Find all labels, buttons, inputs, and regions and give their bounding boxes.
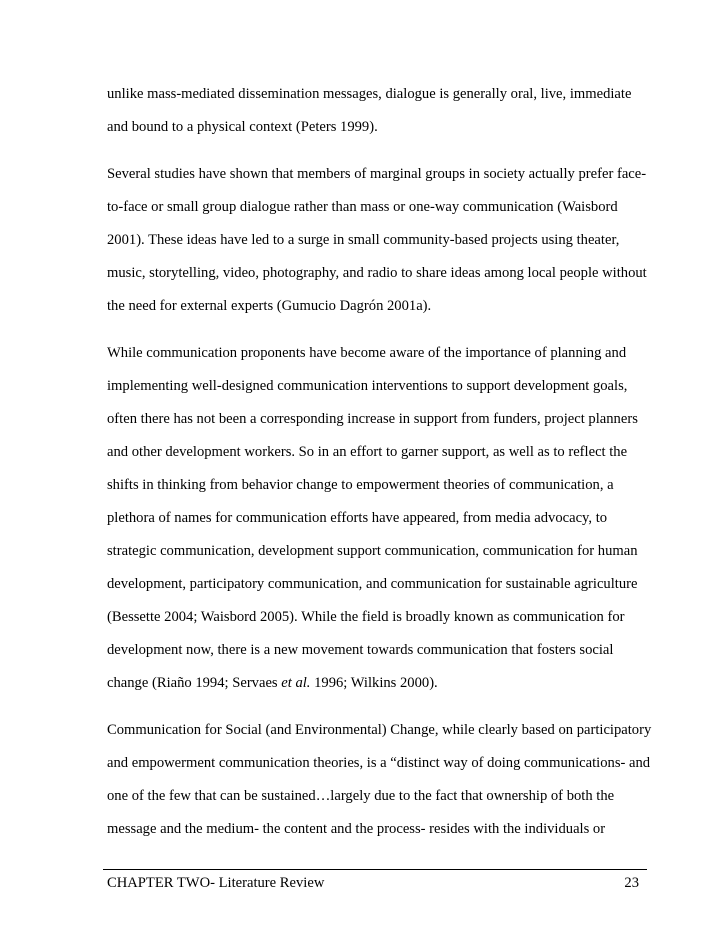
text-line: music, storytelling, video, photography, and radio to share ideas among local people without — [107, 265, 647, 281]
text-line: often there has not been a corresponding increase in support from funders, project planners — [107, 411, 638, 427]
text-line: 2001). These ideas have led to a surge in small community-based projects using theater, — [107, 232, 620, 248]
text-run: change (Riaño 1994; Servaes — [107, 675, 282, 691]
page-number: 23 — [624, 875, 639, 891]
footer-chapter-title: CHAPTER TWO- Literature Review — [107, 875, 325, 891]
text-line: strategic communication, development support communication, communication for human — [107, 543, 638, 559]
text-line: one of the few that can be sustained…largely due to the fact that ownership of both the — [107, 788, 615, 804]
text-line: While communication proponents have become aware of the importance of planning and — [107, 345, 627, 361]
text-line: implementing well-designed communication interventions to support development goals, — [107, 378, 628, 394]
footer-divider — [103, 869, 647, 870]
text-line: message and the medium- the content and the process- resides with the individuals or — [107, 821, 606, 837]
text-line — [107, 674, 438, 692]
italic-text: et al. — [281, 675, 311, 691]
text-line: Several studies have shown that members of marginal groups in society actually prefer face- — [107, 166, 647, 182]
text-run: 1996; Wilkins 2000). — [310, 675, 438, 691]
text-line: and empowerment communication theories, is a “distinct way of doing communications- and — [107, 755, 651, 771]
text-line: development, participatory communication, and communication for sustainable agriculture — [107, 576, 638, 592]
text-line: development now, there is a new movement towards communication that fosters social — [107, 642, 614, 658]
text-line: (Bessette 2004; Waisbord 2005). While the field is broadly known as communication for — [107, 609, 625, 625]
text-line: Communication for Social (and Environmental) Change, while clearly based on participatory — [107, 722, 652, 738]
text-line: plethora of names for communication efforts have appeared, from media advocacy, to — [107, 510, 608, 526]
text-line: unlike mass-mediated dissemination messages, dialogue is generally oral, live, immediate — [107, 86, 632, 102]
text-line: and other development workers. So in an effort to garner support, as well as to reflect the — [107, 444, 628, 460]
text-line: the need for external experts (Gumucio Dagrón 2001a). — [107, 298, 432, 314]
text-line: shifts in thinking from behavior change to empowerment theories of communication, a — [107, 477, 614, 493]
text-line: to-face or small group dialogue rather than mass or one-way communication (Waisbord — [107, 199, 618, 215]
text-line: and bound to a physical context (Peters 1999). — [107, 119, 378, 135]
